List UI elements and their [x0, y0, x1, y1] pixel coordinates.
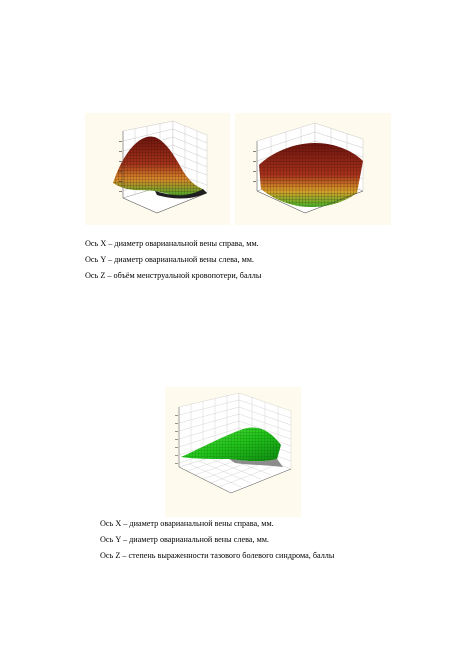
plot-3-tick-marks [175, 415, 178, 464]
figure-bottom-caption-x: Ось X – диаметр оварианальной вены справа, мм. [100, 519, 274, 528]
plot-2-tick-marks [253, 151, 256, 182]
figure-top-caption-x: Ось X – диаметр оварианальной вены справа, мм. [85, 239, 259, 248]
surface-plot-2 [235, 113, 391, 225]
surface-plot-3-svg [165, 387, 301, 517]
figure-bottom-caption-y: Ось Y – диаметр оварианальной вены слева, мм. [100, 535, 269, 544]
surface-plot-3 [165, 387, 301, 517]
surface-plot-1 [85, 113, 230, 225]
figure-top-caption-z: Ось Z – объём менструальной кровопотери, баллы [85, 271, 262, 280]
figure-bottom-caption-z: Ось Z – степень выраженности тазового болевого синдрома, баллы [100, 551, 335, 560]
surface-plot-2-svg [235, 113, 391, 225]
surface-plot-1-svg [85, 113, 230, 225]
figure-top-caption-y: Ось Y – диаметр оварианальной вены слева, мм. [85, 255, 254, 264]
